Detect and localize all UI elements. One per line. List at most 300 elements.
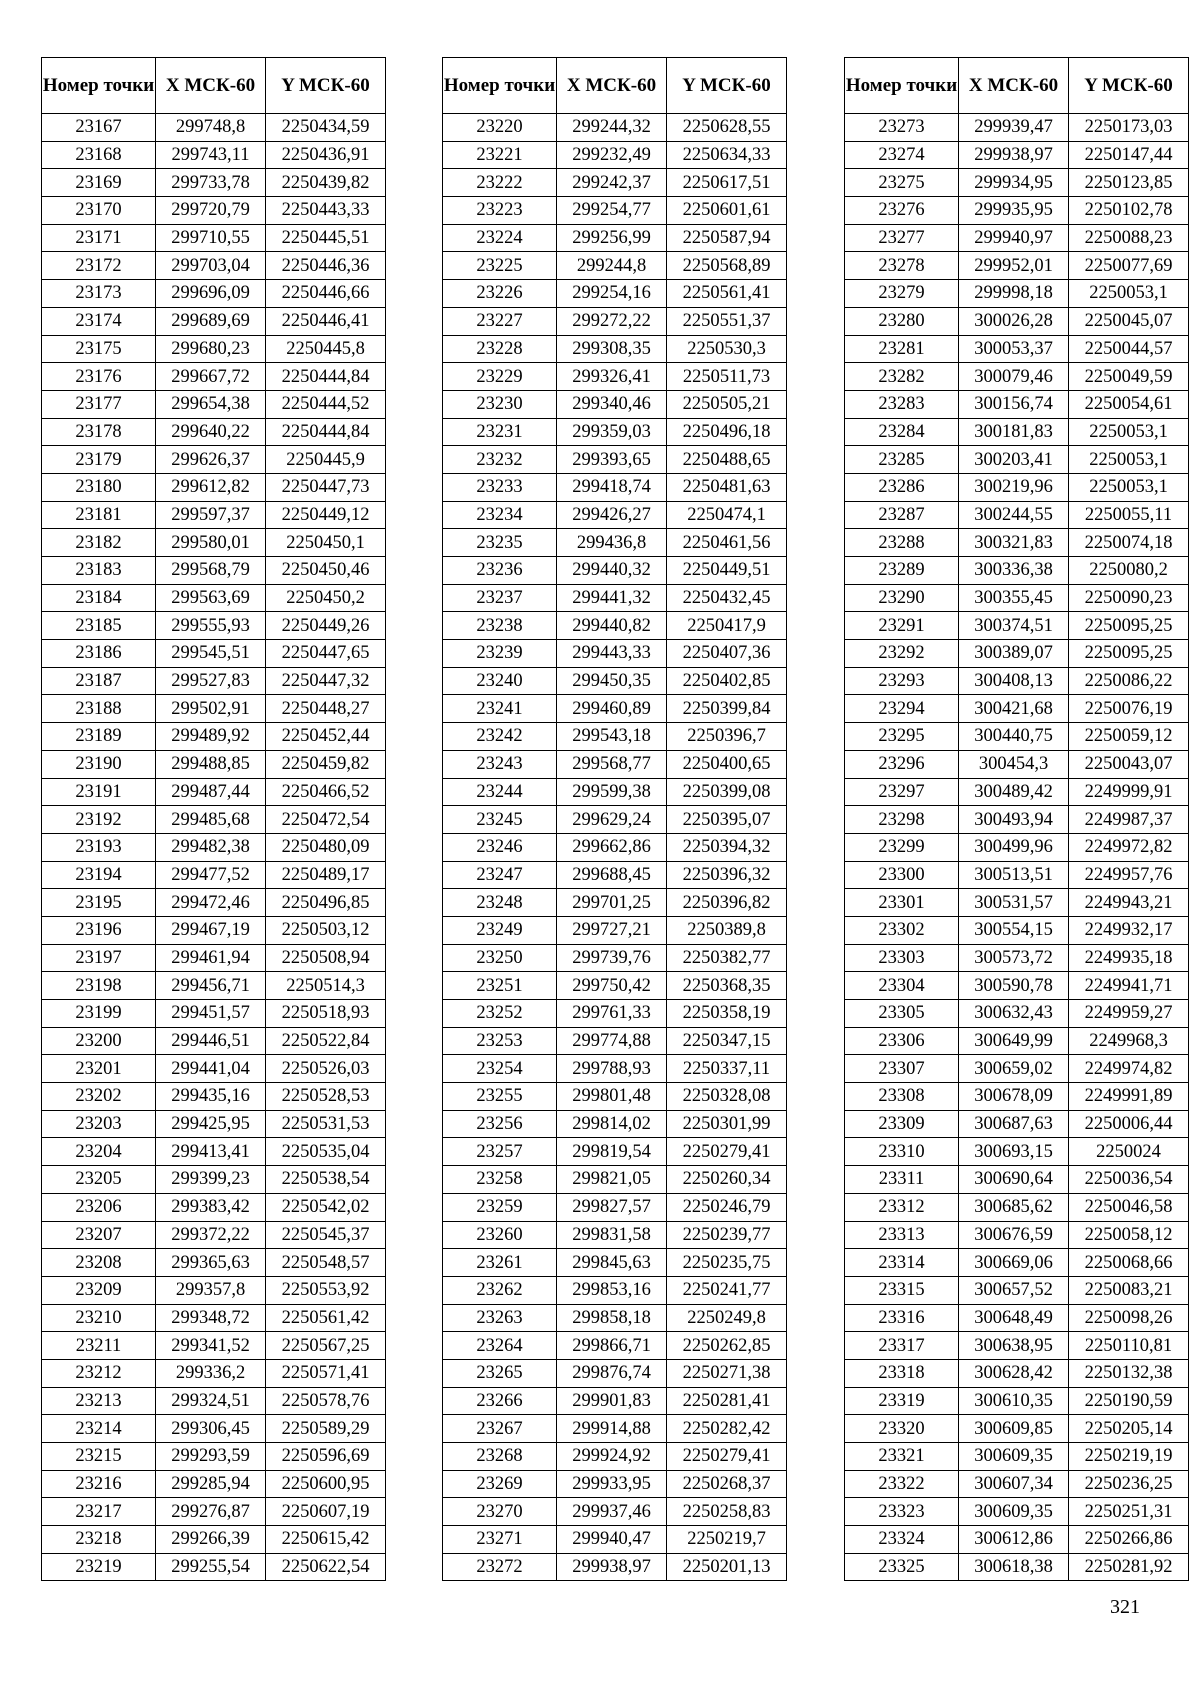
y-coordinate-cell: 2250447,65 (266, 640, 386, 668)
table-row (42, 1276, 386, 1304)
y-coordinate-cell: 2249932,17 (1069, 916, 1189, 944)
point-number-cell: 23290 (845, 584, 959, 612)
x-coordinate-cell: 300649,99 (959, 1027, 1069, 1055)
table-row (845, 1526, 1189, 1554)
y-coordinate-cell: 2250246,79 (667, 1193, 787, 1221)
y-coordinate-cell: 2250545,37 (266, 1221, 386, 1249)
x-coordinate-cell: 300408,13 (959, 667, 1069, 695)
table-row (42, 1249, 386, 1277)
x-coordinate-cell: 299485,68 (156, 806, 266, 834)
point-number-cell: 23205 (42, 1166, 156, 1194)
table-row (42, 224, 386, 252)
x-coordinate-cell: 299703,04 (156, 252, 266, 280)
y-coordinate-cell: 2249972,82 (1069, 833, 1189, 861)
x-coordinate-cell: 299359,03 (557, 418, 667, 446)
x-coordinate-cell: 300244,55 (959, 501, 1069, 529)
x-coordinate-cell: 299937,46 (557, 1498, 667, 1526)
point-number-cell: 23172 (42, 252, 156, 280)
point-number-cell: 23314 (845, 1249, 959, 1277)
table-body (845, 114, 1189, 1581)
y-coordinate-cell: 2250526,03 (266, 1055, 386, 1083)
y-coordinate-cell: 2250399,84 (667, 695, 787, 723)
point-number-cell: 23262 (443, 1276, 557, 1304)
x-coordinate-cell: 299324,51 (156, 1387, 266, 1415)
point-number-cell: 23294 (845, 695, 959, 723)
x-coordinate-cell: 299933,95 (557, 1470, 667, 1498)
table-row (443, 1276, 787, 1304)
point-number-cell: 23308 (845, 1083, 959, 1111)
x-coordinate-cell: 300669,06 (959, 1249, 1069, 1277)
table-row (42, 750, 386, 778)
table-row (845, 1498, 1189, 1526)
x-coordinate-cell: 299255,54 (156, 1553, 266, 1581)
y-coordinate-cell: 2250446,41 (266, 307, 386, 335)
table-row (42, 1443, 386, 1471)
x-coordinate-cell: 299568,79 (156, 557, 266, 585)
y-coordinate-cell: 2250607,19 (266, 1498, 386, 1526)
point-number-cell: 23221 (443, 141, 557, 169)
table-row (443, 169, 787, 197)
table-row (443, 446, 787, 474)
x-coordinate-cell: 299831,58 (557, 1221, 667, 1249)
point-number-cell: 23301 (845, 889, 959, 917)
y-coordinate-cell: 2250086,22 (1069, 667, 1189, 695)
x-coordinate-cell: 300678,09 (959, 1083, 1069, 1111)
point-number-cell: 23246 (443, 833, 557, 861)
x-coordinate-cell: 299580,01 (156, 529, 266, 557)
y-coordinate-cell: 2250449,26 (266, 612, 386, 640)
point-number-cell: 23213 (42, 1387, 156, 1415)
x-coordinate-cell: 299667,72 (156, 363, 266, 391)
y-coordinate-cell: 2250445,9 (266, 446, 386, 474)
table-row (443, 1000, 787, 1028)
point-number-cell: 23276 (845, 197, 959, 225)
x-coordinate-cell: 299680,23 (156, 335, 266, 363)
table-row (42, 529, 386, 557)
x-coordinate-cell: 299827,57 (557, 1193, 667, 1221)
point-number-cell: 23216 (42, 1470, 156, 1498)
point-number-cell: 23288 (845, 529, 959, 557)
x-coordinate-cell: 300053,37 (959, 335, 1069, 363)
table-row (443, 1553, 787, 1581)
point-number-cell: 23239 (443, 640, 557, 668)
table-row (42, 1027, 386, 1055)
y-coordinate-cell: 2250123,85 (1069, 169, 1189, 197)
x-coordinate-cell: 299436,8 (557, 529, 667, 557)
y-coordinate-cell: 2250024 (1069, 1138, 1189, 1166)
point-number-cell: 23263 (443, 1304, 557, 1332)
point-number-cell: 23225 (443, 252, 557, 280)
y-coordinate-cell: 2250528,53 (266, 1083, 386, 1111)
point-number-cell: 23229 (443, 363, 557, 391)
table-row (845, 446, 1189, 474)
point-number-cell: 23171 (42, 224, 156, 252)
y-coordinate-cell: 2250474,1 (667, 501, 787, 529)
y-coordinate-cell: 2249959,27 (1069, 1000, 1189, 1028)
point-number-cell: 23185 (42, 612, 156, 640)
y-coordinate-cell: 2250090,23 (1069, 584, 1189, 612)
table-row (443, 418, 787, 446)
x-coordinate-cell: 299488,85 (156, 750, 266, 778)
y-coordinate-cell: 2249941,71 (1069, 972, 1189, 1000)
point-number-cell: 23241 (443, 695, 557, 723)
table-row (845, 418, 1189, 446)
x-coordinate-cell: 300618,38 (959, 1553, 1069, 1581)
point-number-cell: 23319 (845, 1387, 959, 1415)
table-row (42, 1553, 386, 1581)
table-row (42, 1498, 386, 1526)
y-coordinate-cell: 2249991,89 (1069, 1083, 1189, 1111)
point-number-cell: 23292 (845, 640, 959, 668)
x-coordinate-cell: 299456,71 (156, 972, 266, 1000)
x-coordinate-cell: 300657,52 (959, 1276, 1069, 1304)
point-number-cell: 23244 (443, 778, 557, 806)
table-row (845, 1249, 1189, 1277)
y-coordinate-cell: 2250553,92 (266, 1276, 386, 1304)
point-number-cell: 23266 (443, 1387, 557, 1415)
y-coordinate-cell: 2249987,37 (1069, 806, 1189, 834)
x-coordinate-cell: 299441,04 (156, 1055, 266, 1083)
point-number-cell: 23201 (42, 1055, 156, 1083)
x-coordinate-cell: 299266,39 (156, 1526, 266, 1554)
x-coordinate-cell: 299440,82 (557, 612, 667, 640)
x-coordinate-cell: 299720,79 (156, 197, 266, 225)
point-number-cell: 23228 (443, 335, 557, 363)
table-row (42, 1083, 386, 1111)
y-coordinate-cell: 2250449,51 (667, 557, 787, 585)
point-number-cell: 23179 (42, 446, 156, 474)
point-number-cell: 23302 (845, 916, 959, 944)
point-number-cell: 23300 (845, 861, 959, 889)
point-number-cell: 23269 (443, 1470, 557, 1498)
y-coordinate-cell: 2250450,46 (266, 557, 386, 585)
point-number-cell: 23217 (42, 1498, 156, 1526)
x-coordinate-cell: 299940,97 (959, 224, 1069, 252)
table-row (443, 584, 787, 612)
y-coordinate-cell: 2250531,53 (266, 1110, 386, 1138)
y-coordinate-cell: 2250444,52 (266, 390, 386, 418)
y-coordinate-cell: 2250446,66 (266, 280, 386, 308)
x-coordinate-cell: 299568,77 (557, 750, 667, 778)
table-row (443, 1304, 787, 1332)
point-number-cell: 23252 (443, 1000, 557, 1028)
y-coordinate-cell: 2250446,36 (266, 252, 386, 280)
point-number-cell: 23177 (42, 390, 156, 418)
x-coordinate-cell: 300499,96 (959, 833, 1069, 861)
point-number-cell: 23273 (845, 114, 959, 142)
y-coordinate-cell: 2250301,99 (667, 1110, 787, 1138)
point-number-cell: 23279 (845, 280, 959, 308)
point-number-cell: 23325 (845, 1553, 959, 1581)
y-coordinate-cell: 2250600,95 (266, 1470, 386, 1498)
x-coordinate-cell: 299545,51 (156, 640, 266, 668)
table-row (845, 640, 1189, 668)
point-number-cell: 23226 (443, 280, 557, 308)
x-coordinate-cell: 300454,3 (959, 750, 1069, 778)
table-row (443, 1193, 787, 1221)
y-coordinate-cell: 2250045,07 (1069, 307, 1189, 335)
point-number-cell: 23199 (42, 1000, 156, 1028)
table-row (42, 861, 386, 889)
x-coordinate-cell: 299482,38 (156, 833, 266, 861)
x-coordinate-cell: 299901,83 (557, 1387, 667, 1415)
x-coordinate-cell: 299689,69 (156, 307, 266, 335)
table-row (443, 972, 787, 1000)
x-coordinate-cell: 300355,45 (959, 584, 1069, 612)
y-coordinate-cell: 2250279,41 (667, 1443, 787, 1471)
y-coordinate-cell: 2250542,02 (266, 1193, 386, 1221)
y-coordinate-cell: 2250080,2 (1069, 557, 1189, 585)
x-coordinate-cell: 299876,74 (557, 1359, 667, 1387)
y-coordinate-cell: 2250503,12 (266, 916, 386, 944)
table-row (42, 972, 386, 1000)
y-coordinate-cell: 2250400,65 (667, 750, 787, 778)
y-coordinate-cell: 2250450,1 (266, 529, 386, 557)
y-coordinate-cell: 2250578,76 (266, 1387, 386, 1415)
table-row (845, 1083, 1189, 1111)
y-coordinate-cell: 2250382,77 (667, 944, 787, 972)
x-coordinate-cell: 299555,93 (156, 612, 266, 640)
table-row (845, 1193, 1189, 1221)
point-number-cell: 23258 (443, 1166, 557, 1194)
x-coordinate-cell: 300609,35 (959, 1443, 1069, 1471)
point-number-cell: 23316 (845, 1304, 959, 1332)
point-number-cell: 23176 (42, 363, 156, 391)
point-number-cell: 23261 (443, 1249, 557, 1277)
x-coordinate-cell: 299383,42 (156, 1193, 266, 1221)
y-coordinate-cell: 2250074,18 (1069, 529, 1189, 557)
header-y-coordinate: Y МСК-60 (1069, 58, 1189, 114)
point-number-cell: 23211 (42, 1332, 156, 1360)
x-coordinate-cell: 299308,35 (557, 335, 667, 363)
y-coordinate-cell: 2250281,92 (1069, 1553, 1189, 1581)
table-row (443, 197, 787, 225)
y-coordinate-cell: 2250241,77 (667, 1276, 787, 1304)
y-coordinate-cell: 2250239,77 (667, 1221, 787, 1249)
y-coordinate-cell: 2250445,8 (266, 335, 386, 363)
x-coordinate-cell: 299696,09 (156, 280, 266, 308)
point-number-cell: 23315 (845, 1276, 959, 1304)
table-row (845, 833, 1189, 861)
table-row (42, 889, 386, 917)
table-row (42, 557, 386, 585)
y-coordinate-cell: 2250466,52 (266, 778, 386, 806)
point-number-cell: 23255 (443, 1083, 557, 1111)
y-coordinate-cell: 2250489,17 (266, 861, 386, 889)
y-coordinate-cell: 2250447,73 (266, 473, 386, 501)
x-coordinate-cell: 300632,43 (959, 1000, 1069, 1028)
point-number-cell: 23204 (42, 1138, 156, 1166)
x-coordinate-cell: 299801,48 (557, 1083, 667, 1111)
x-coordinate-cell: 300513,51 (959, 861, 1069, 889)
x-coordinate-cell: 299393,65 (557, 446, 667, 474)
y-coordinate-cell: 2250049,59 (1069, 363, 1189, 391)
table-row (845, 280, 1189, 308)
y-coordinate-cell: 2250518,93 (266, 1000, 386, 1028)
y-coordinate-cell: 2250054,61 (1069, 390, 1189, 418)
table-row (845, 224, 1189, 252)
header-y-coordinate: Y МСК-60 (667, 58, 787, 114)
table-row (845, 1166, 1189, 1194)
x-coordinate-cell: 299440,32 (557, 557, 667, 585)
table-row (845, 1443, 1189, 1471)
table-row (443, 667, 787, 695)
y-coordinate-cell: 2250448,27 (266, 695, 386, 723)
y-coordinate-cell: 2250055,11 (1069, 501, 1189, 529)
point-number-cell: 23250 (443, 944, 557, 972)
x-coordinate-cell: 299935,95 (959, 197, 1069, 225)
y-coordinate-cell: 2250368,35 (667, 972, 787, 1000)
point-number-cell: 23312 (845, 1193, 959, 1221)
table-row (443, 307, 787, 335)
y-coordinate-cell: 2250505,21 (667, 390, 787, 418)
point-number-cell: 23186 (42, 640, 156, 668)
y-coordinate-cell: 2249957,76 (1069, 861, 1189, 889)
x-coordinate-cell: 299446,51 (156, 1027, 266, 1055)
y-coordinate-cell: 2250147,44 (1069, 141, 1189, 169)
table-row (443, 723, 787, 751)
y-coordinate-cell: 2250083,21 (1069, 1276, 1189, 1304)
x-coordinate-cell: 300531,57 (959, 889, 1069, 917)
x-coordinate-cell: 299372,22 (156, 1221, 266, 1249)
point-number-cell: 23214 (42, 1415, 156, 1443)
y-coordinate-cell: 2250589,29 (266, 1415, 386, 1443)
x-coordinate-cell: 299814,02 (557, 1110, 667, 1138)
table-row (42, 446, 386, 474)
x-coordinate-cell: 299939,47 (959, 114, 1069, 142)
x-coordinate-cell: 299527,83 (156, 667, 266, 695)
y-coordinate-cell: 2250601,61 (667, 197, 787, 225)
x-coordinate-cell: 299413,41 (156, 1138, 266, 1166)
point-number-cell: 23278 (845, 252, 959, 280)
table-row (845, 169, 1189, 197)
table-row (845, 916, 1189, 944)
x-coordinate-cell: 299626,37 (156, 446, 266, 474)
point-number-cell: 23259 (443, 1193, 557, 1221)
point-number-cell: 23297 (845, 778, 959, 806)
table-row (845, 1415, 1189, 1443)
x-coordinate-cell: 300685,62 (959, 1193, 1069, 1221)
table-row (42, 307, 386, 335)
x-coordinate-cell: 300628,42 (959, 1359, 1069, 1387)
y-coordinate-cell: 2250617,51 (667, 169, 787, 197)
y-coordinate-cell: 2250496,18 (667, 418, 787, 446)
x-coordinate-cell: 299821,05 (557, 1166, 667, 1194)
point-number-cell: 23260 (443, 1221, 557, 1249)
y-coordinate-cell: 2250472,54 (266, 806, 386, 834)
x-coordinate-cell: 299727,21 (557, 916, 667, 944)
y-coordinate-cell: 2250095,25 (1069, 640, 1189, 668)
table-header-row (42, 58, 386, 114)
point-number-cell: 23220 (443, 114, 557, 142)
y-coordinate-cell: 2250407,36 (667, 640, 787, 668)
y-coordinate-cell: 2250551,37 (667, 307, 787, 335)
table-row (42, 1055, 386, 1083)
point-number-cell: 23309 (845, 1110, 959, 1138)
y-coordinate-cell: 2250281,41 (667, 1387, 787, 1415)
point-number-cell: 23191 (42, 778, 156, 806)
x-coordinate-cell: 299450,35 (557, 667, 667, 695)
x-coordinate-cell: 299487,44 (156, 778, 266, 806)
x-coordinate-cell: 299460,89 (557, 695, 667, 723)
point-number-cell: 23303 (845, 944, 959, 972)
y-coordinate-cell: 2250461,56 (667, 529, 787, 557)
header-point-number: Номер точки (845, 58, 959, 114)
y-coordinate-cell: 2250268,37 (667, 1470, 787, 1498)
table-row (42, 584, 386, 612)
point-number-cell: 23240 (443, 667, 557, 695)
table-row (42, 335, 386, 363)
point-number-cell: 23322 (845, 1470, 959, 1498)
x-coordinate-cell: 299914,88 (557, 1415, 667, 1443)
table-row (845, 1387, 1189, 1415)
point-number-cell: 23277 (845, 224, 959, 252)
table-row (443, 806, 787, 834)
table-row (42, 640, 386, 668)
point-number-cell: 23289 (845, 557, 959, 585)
y-coordinate-cell: 2250249,8 (667, 1304, 787, 1332)
x-coordinate-cell: 299998,18 (959, 280, 1069, 308)
y-coordinate-cell: 2250443,33 (266, 197, 386, 225)
point-number-cell: 23197 (42, 944, 156, 972)
table-row (845, 1276, 1189, 1304)
x-coordinate-cell: 300079,46 (959, 363, 1069, 391)
point-number-cell: 23318 (845, 1359, 959, 1387)
point-number-cell: 23265 (443, 1359, 557, 1387)
header-x-coordinate: X МСК-60 (959, 58, 1069, 114)
y-coordinate-cell: 2250622,54 (266, 1553, 386, 1581)
y-coordinate-cell: 2250628,55 (667, 114, 787, 142)
table-row (42, 916, 386, 944)
y-coordinate-cell: 2250110,81 (1069, 1332, 1189, 1360)
table-row (42, 501, 386, 529)
table-row (42, 473, 386, 501)
table-row (443, 889, 787, 917)
x-coordinate-cell: 299543,18 (557, 723, 667, 751)
x-coordinate-cell: 300026,28 (959, 307, 1069, 335)
y-coordinate-cell: 2249968,3 (1069, 1027, 1189, 1055)
table-row (845, 1359, 1189, 1387)
y-coordinate-cell: 2250452,44 (266, 723, 386, 751)
y-coordinate-cell: 2249943,21 (1069, 889, 1189, 917)
x-coordinate-cell: 299858,18 (557, 1304, 667, 1332)
table-row (443, 944, 787, 972)
table-row (845, 667, 1189, 695)
x-coordinate-cell: 300687,63 (959, 1110, 1069, 1138)
y-coordinate-cell: 2250459,82 (266, 750, 386, 778)
y-coordinate-cell: 2250396,82 (667, 889, 787, 917)
x-coordinate-cell: 299739,76 (557, 944, 667, 972)
table-row (443, 778, 787, 806)
x-coordinate-cell: 300203,41 (959, 446, 1069, 474)
y-coordinate-cell: 2250396,7 (667, 723, 787, 751)
x-coordinate-cell: 300612,86 (959, 1526, 1069, 1554)
table-row (42, 1138, 386, 1166)
x-coordinate-cell: 299654,38 (156, 390, 266, 418)
table-row (42, 390, 386, 418)
x-coordinate-cell: 300676,59 (959, 1221, 1069, 1249)
y-coordinate-cell: 2250258,83 (667, 1498, 787, 1526)
y-coordinate-cell: 2250058,12 (1069, 1221, 1189, 1249)
table-row (42, 114, 386, 142)
y-coordinate-cell: 2250538,54 (266, 1166, 386, 1194)
x-coordinate-cell: 300690,64 (959, 1166, 1069, 1194)
point-number-cell: 23222 (443, 169, 557, 197)
table-row (443, 750, 787, 778)
table-row (443, 612, 787, 640)
x-coordinate-cell: 299502,91 (156, 695, 266, 723)
y-coordinate-cell: 2250059,12 (1069, 723, 1189, 751)
